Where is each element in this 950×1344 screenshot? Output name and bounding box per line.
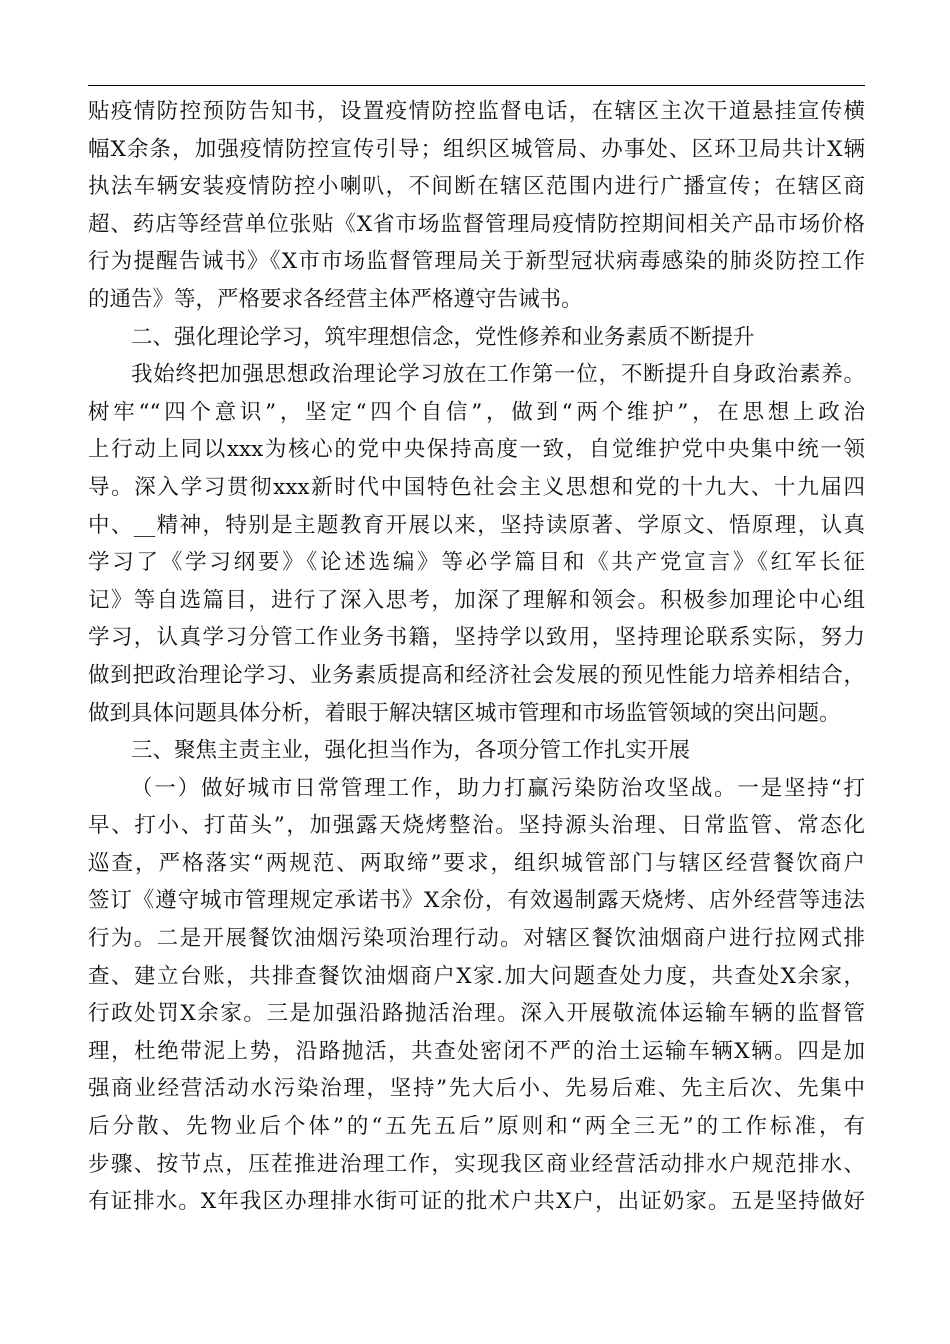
text-line: 签订《遵守城市管理规定承诺书》X余份，有效遏制露天烧烤、店外经营等违法 <box>88 888 865 914</box>
text-line: 学习了《学习纲要》《论述选编》等必学篇目和《共产党宣言》《红军长征 <box>88 550 865 576</box>
text-line: 导。深入学习贯彻xxx新时代中国特色社会主义思想和党的十九大、十九届四 <box>88 474 865 500</box>
text-line: 做到把政治理论学习、业务素质提高和经济社会发展的预见性能力培养相结合， <box>88 662 865 688</box>
text-line: 步骤、按节点，压茬推进治理工作，实现我区商业经营活动排水户规范排水、 <box>88 1151 865 1177</box>
text-line: 巡查，严格落实“两规范、两取缔”要求，组织城管部门与辖区经营餐饮商户 <box>88 850 865 876</box>
text-line: 超、药店等经营单位张贴《X省市场监督管理局疫情防控期间相关产品市场价格 <box>88 211 865 237</box>
text-line: 上行动上同以xxx为核心的党中央保持高度一致，自觉维护党中央集中统一领 <box>88 437 865 463</box>
text-line: 行政处罚X余家。三是加强沿路抛活治理。深入开展敬流体运输车辆的监督管 <box>88 1001 865 1027</box>
text-line: 树牢““四个意识”，坚定“四个自信”，做到“两个维护”，在思想上政治 <box>88 399 865 425</box>
text-line: 贴疫情防控预防告知书，设置疫情防控监督电话，在辖区主次干道悬挂宣传横 <box>88 99 865 124</box>
text-line: 做到具体问题具体分析，着眼于解决辖区城市管理和市场监管领域的突出问题。 <box>88 700 841 726</box>
text-line: 有证排水。X年我区办理排水街可证的批术户共X户，出证奶家。五是坚持做好 <box>88 1189 865 1215</box>
text-line: 查、建立台账，共排查餐饮油烟商户X家.加大问题查处力度，共查处X余家， <box>88 963 865 989</box>
text-line: 后分散、先物业后个体”的“五先五后”原则和“两全三无”的工作标准，有 <box>88 1114 865 1140</box>
text-line: 记》等自选篇目，进行了深入思考，加深了理解和领会。积极参加理论中心组 <box>88 587 865 613</box>
text-line: （一）做好城市日常管理工作，助力打赢污染防治攻坚战。一是坚持“打 <box>131 775 865 801</box>
text-line: 早、打小、打苗头”，加强露天烧烤整治。坚持源头治理、日常监管、常态化 <box>88 813 865 839</box>
document-body <box>88 93 865 1221</box>
text-line: 二、强化理论学习，筑牢理想信念，党性修养和业务素质不断提升 <box>131 324 755 350</box>
text-line: 中、__精神，特别是主题教育开展以来，坚持读原著、学原文、悟原理，认真 <box>88 512 865 538</box>
text-line: 三、聚焦主责主业，强化担当作为，各项分管工作扎实开展 <box>131 738 691 764</box>
text-line: 幅X余条，加强疫情防控宣传引导；组织区城管局、办事处、区环卫局共计X辆 <box>88 136 865 162</box>
text-line: 的通告》等，严格要求各经营主体严格遵守告诫书。 <box>88 286 583 312</box>
text-line: 学习，认真学习分管工作业务书籍，坚持学以致用，坚持理论联系实际，努力 <box>88 625 865 651</box>
text-line: 强商业经营活动水污染治理，坚持”先大后小、先易后难、先主后次、先集中 <box>88 1076 865 1102</box>
text-line: 行为。二是开展餐饮油烟污染项治理行动。对辖区餐饮油烟商户进行拉网式排 <box>88 926 865 952</box>
text-line: 理，杜绝带泥上势，沿路抛活，共查处密闭不严的治土运输车辆X辆。四是加 <box>88 1038 865 1064</box>
text-line: 行为提醒告诫书》《X市市场监督管理局关于新型冠状病毒感染的肺炎防控工作 <box>88 249 865 275</box>
header-rule <box>88 85 865 86</box>
text-line: 执法车辆安装疫情防控小喇叭，不间断在辖区范围内进行广播宣传；在辖区商 <box>88 174 865 200</box>
text-line: 我始终把加强思想政治理论学习放在工作第一位，不断提升自身政治素养。 <box>131 362 865 388</box>
